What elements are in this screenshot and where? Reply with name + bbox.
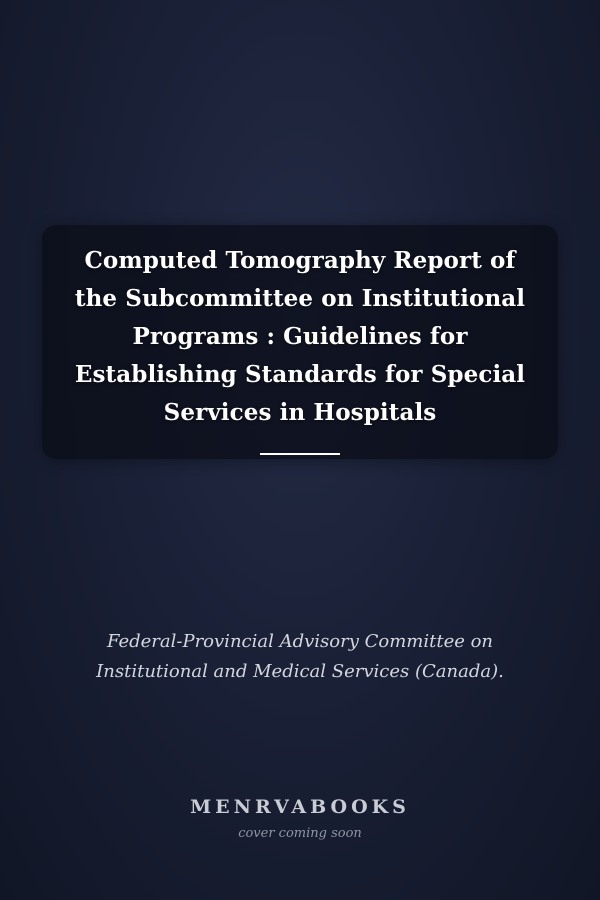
cover-tagline: cover coming soon: [238, 826, 362, 841]
title-divider: [260, 453, 340, 455]
book-author: Federal-Provincial Advisory Committee on Institutional and Medical Services (Canada).: [96, 631, 504, 682]
title-panel: [42, 225, 558, 459]
publisher-name: MENRVABOOKS: [190, 796, 410, 818]
book-title: Computed Tomography Report of the Subcommittee on Institutional Programs : Guidelines for Establishing Standards for Special Services in Hospitals: [74, 247, 526, 426]
